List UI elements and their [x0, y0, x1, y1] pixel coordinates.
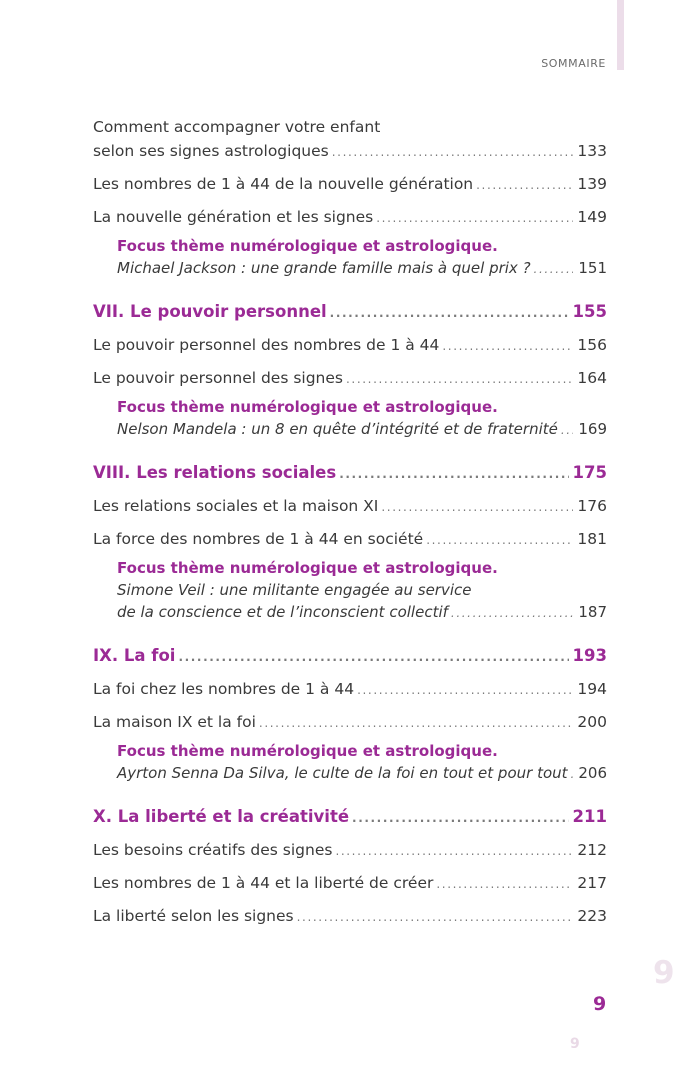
dot-leader — [476, 173, 573, 197]
toc-page-number: 164 — [577, 369, 607, 387]
dot-leader — [561, 419, 573, 441]
toc-page-number: 212 — [577, 841, 607, 859]
toc-entry[interactable] — [93, 115, 607, 164]
toc-entry-title: Le pouvoir personnel des signes — [93, 369, 343, 387]
focus-heading: Focus thème numérologique et astrologique. — [117, 559, 498, 577]
toc-entry-title: La nouvelle génération et les signes — [93, 208, 374, 226]
toc-page-number: 175 — [572, 463, 607, 482]
toc-chapter[interactable] — [93, 644, 607, 669]
table-of-contents — [93, 115, 607, 929]
dot-leader — [352, 806, 569, 830]
toc-entry-title: Les relations sociales et la maison XI — [93, 497, 379, 515]
toc-focus-entry[interactable] — [93, 396, 607, 441]
dot-leader — [381, 495, 573, 519]
toc-page-number: 176 — [577, 497, 607, 515]
dot-leader — [297, 905, 573, 929]
running-header: SOMMAIRE — [541, 57, 606, 70]
toc-chapter[interactable] — [93, 461, 607, 486]
dot-leader — [335, 839, 573, 863]
dot-leader — [534, 258, 573, 280]
toc-entry[interactable] — [93, 172, 607, 197]
chapter-title: VII. Le pouvoir personnel — [93, 302, 327, 321]
toc-entry[interactable] — [93, 494, 607, 519]
toc-page-number: 133 — [577, 142, 607, 160]
toc-entry[interactable] — [93, 527, 607, 552]
toc-entry-title: Michael Jackson : une grande famille mais à quel prix ? — [117, 259, 531, 277]
toc-entry-title-line1: Simone Veil : une militante engagée au service — [117, 581, 472, 599]
toc-entry-title: Les nombres de 1 à 44 et la liberté de créer — [93, 874, 434, 892]
toc-chapter[interactable] — [93, 805, 607, 830]
dot-leader — [571, 763, 573, 785]
decorative-page-number: 9 — [653, 955, 675, 991]
dot-leader — [442, 334, 573, 358]
toc-entry[interactable] — [93, 904, 607, 929]
toc-entry-title: Le pouvoir personnel des nombres de 1 à 44 — [93, 336, 440, 354]
focus-heading: Focus thème numérologique et astrologique. — [117, 237, 498, 255]
dot-leader — [178, 645, 568, 669]
chapter-title: X. La liberté et la créativité — [93, 807, 350, 826]
toc-entry[interactable] — [93, 710, 607, 735]
chapter-title: VIII. Les relations sociales — [93, 463, 337, 482]
chapter-title: IX. La foi — [93, 646, 176, 665]
toc-entry-title: La liberté selon les signes — [93, 907, 294, 925]
toc-entry-title-line1: Comment accompagner votre enfant — [93, 118, 381, 136]
toc-entry-title: La foi chez les nombres de 1 à 44 — [93, 680, 355, 698]
dot-leader — [339, 462, 568, 486]
toc-entry[interactable] — [93, 677, 607, 702]
toc-entry-title: La maison IX et la foi — [93, 713, 256, 731]
toc-focus-entry[interactable] — [93, 557, 607, 624]
toc-page-number: 155 — [572, 302, 607, 321]
toc-page-number: 200 — [577, 713, 607, 731]
toc-focus-entry[interactable] — [93, 740, 607, 785]
toc-page-number: 187 — [578, 603, 607, 621]
dot-leader — [376, 206, 573, 230]
dot-leader — [330, 301, 569, 325]
toc-page-number: 211 — [572, 807, 607, 826]
focus-heading: Focus thème numérologique et astrologique. — [117, 398, 498, 416]
toc-page-number: 206 — [578, 764, 607, 782]
toc-page-number: 156 — [577, 336, 607, 354]
toc-page-number: 181 — [577, 530, 607, 548]
toc-focus-entry[interactable] — [93, 235, 607, 280]
page-edge-marker — [617, 0, 624, 70]
toc-page-number: 149 — [577, 208, 607, 226]
toc-chapter[interactable] — [93, 300, 607, 325]
toc-entry[interactable] — [93, 871, 607, 896]
dot-leader — [451, 602, 573, 624]
toc-page-number: 193 — [572, 646, 607, 665]
dot-leader — [332, 140, 573, 164]
toc-page-number: 139 — [577, 175, 607, 193]
decorative-page-number-small: 9 — [570, 1036, 580, 1052]
page-number: 9 — [593, 993, 607, 1015]
toc-entry-title: de la conscience et de l’inconscient collectif — [117, 603, 448, 621]
toc-entry-title: La force des nombres de 1 à 44 en société — [93, 530, 424, 548]
toc-page-number: 217 — [577, 874, 607, 892]
toc-page-number: 151 — [578, 259, 607, 277]
dot-leader — [436, 872, 573, 896]
dot-leader — [259, 711, 573, 735]
toc-entry-title: Ayrton Senna Da Silva, le culte de la foi en tout et pour tout — [117, 764, 568, 782]
toc-entry-title: Les besoins créatifs des signes — [93, 841, 333, 859]
toc-entry[interactable] — [93, 838, 607, 863]
toc-entry[interactable] — [93, 366, 607, 391]
dot-leader — [357, 678, 573, 702]
toc-page-number: 169 — [578, 420, 607, 438]
toc-entry[interactable] — [93, 333, 607, 358]
dot-leader — [346, 367, 573, 391]
toc-entry-title: Les nombres de 1 à 44 de la nouvelle génération — [93, 175, 474, 193]
focus-heading: Focus thème numérologique et astrologique. — [117, 742, 498, 760]
toc-entry-title: selon ses signes astrologiques — [93, 142, 329, 160]
toc-entry[interactable] — [93, 205, 607, 230]
toc-page-number: 223 — [577, 907, 607, 925]
dot-leader — [426, 528, 573, 552]
toc-entry-title: Nelson Mandela : un 8 en quête d’intégrité et de fraternité — [117, 420, 558, 438]
toc-page-number: 194 — [577, 680, 607, 698]
